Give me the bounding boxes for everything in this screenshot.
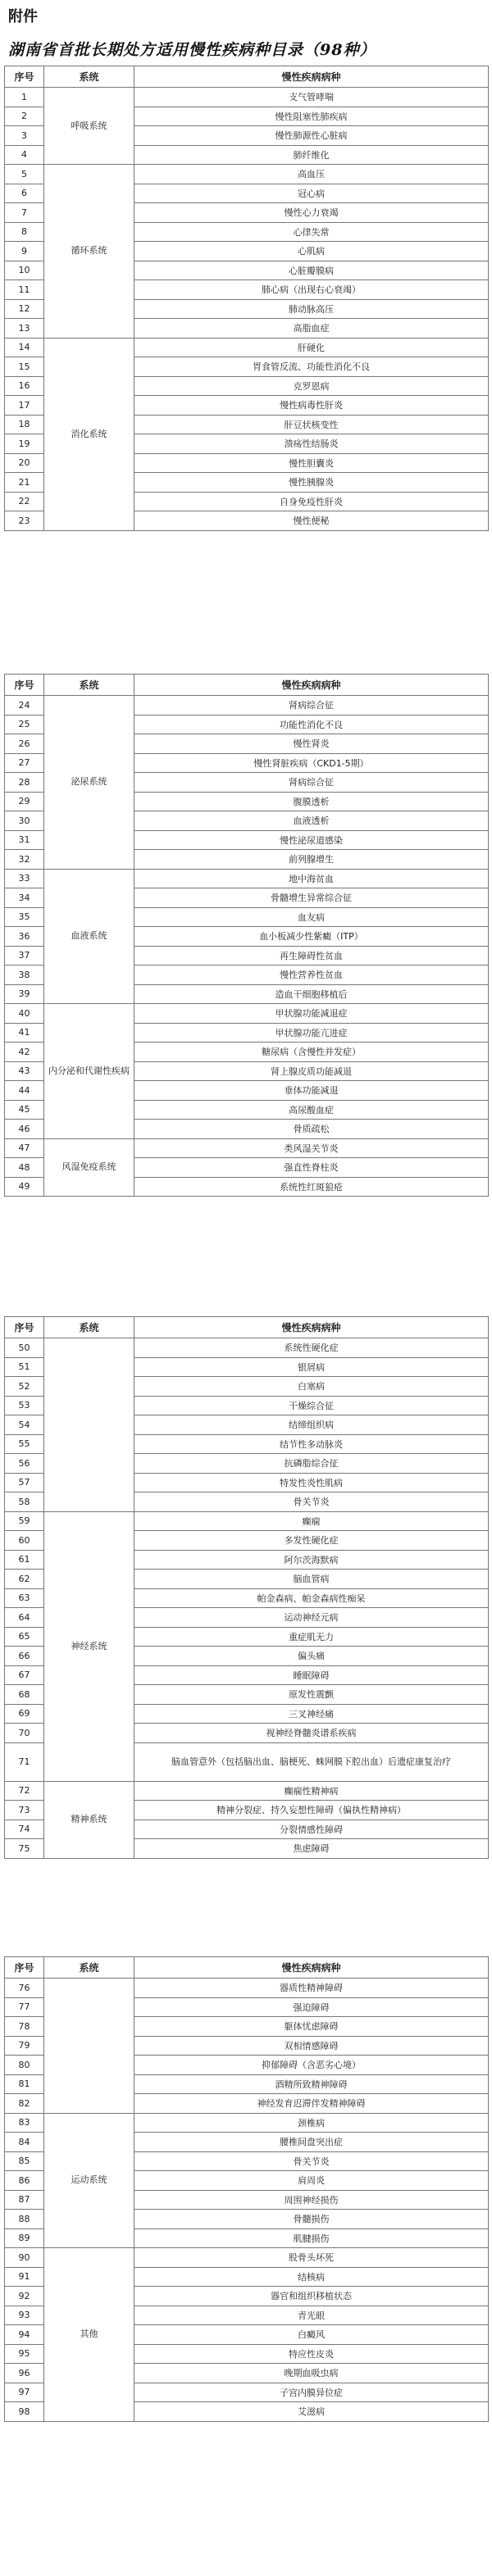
row-number: 24 [5,696,44,716]
table-header-row [5,66,489,88]
row-number: 40 [5,1004,44,1024]
row-number: 87 [5,2190,44,2210]
row-number: 28 [5,773,44,793]
system-name: 风湿免疫系统 [44,1138,134,1197]
row-number: 81 [5,2074,44,2094]
disease-name: 肌腱损伤 [134,2228,489,2248]
row-number: 64 [5,1608,44,1628]
system-name [44,1338,134,1512]
header-disease: 慢性疾病病种 [134,1317,489,1338]
table-row [5,869,489,888]
disease-name: 多发性硬化症 [134,1531,489,1551]
disease-name: 银屑病 [134,1357,489,1377]
row-number: 18 [5,415,44,434]
header-system: 系统 [44,1317,134,1338]
disease-name: 癫痫性精神病 [134,1781,489,1801]
row-number: 49 [5,1177,44,1197]
disease-name: 肾病综合征 [134,773,489,793]
disease-name: 结缔组织病 [134,1415,489,1435]
disease-name: 糖尿病（含慢性并发症） [134,1043,489,1062]
disease-name: 冠心病 [134,184,489,203]
disease-name: 肝豆状核变性 [134,415,489,434]
row-number: 65 [5,1627,44,1647]
disease-name: 神经发育迟滞伴发精神障碍 [134,2094,489,2114]
table-row [5,2113,489,2133]
row-number: 8 [5,222,44,242]
disease-name: 慢性心力衰竭 [134,203,489,223]
row-number: 16 [5,376,44,396]
table-row [5,1511,489,1531]
disease-name: 焦虑障碍 [134,1839,489,1859]
disease-name: 脑血管病 [134,1570,489,1589]
row-number: 72 [5,1781,44,1801]
disease-name: 脑血管意外（包括脑出血、脑梗死、蛛网膜下腔出血）后遗症康复治疗 [134,1742,489,1781]
row-number: 5 [5,165,44,184]
disease-name: 器质性精神障碍 [134,1979,489,1998]
header-disease: 慢性疾病病种 [134,675,489,696]
row-number: 30 [5,811,44,831]
row-number: 7 [5,203,44,223]
disease-name: 青光眼 [134,2306,489,2325]
table-row [5,1979,489,1998]
row-number: 93 [5,2306,44,2325]
disease-name: 帕金森病、帕金森病性痴呆 [134,1588,489,1608]
system-name: 血液系统 [44,869,134,1004]
row-number: 25 [5,715,44,734]
header-disease: 慢性疾病病种 [134,1957,489,1979]
disease-name: 干燥综合征 [134,1396,489,1415]
disease-name: 血小板减少性紫癜（ITP） [134,927,489,947]
table-row [5,338,489,357]
disease-name: 慢性肾炎 [134,734,489,754]
row-number: 92 [5,2287,44,2306]
row-number: 38 [5,965,44,985]
disease-name: 器官和组织移植状态 [134,2287,489,2306]
row-number: 62 [5,1570,44,1589]
row-number: 48 [5,1158,44,1178]
row-number: 66 [5,1647,44,1666]
row-number: 55 [5,1434,44,1454]
row-number: 23 [5,511,44,531]
disease-name: 周围神经损伤 [134,2190,489,2210]
header-system: 系统 [44,66,134,88]
disease-name: 酒精所致精神障碍 [134,2074,489,2094]
row-number: 35 [5,907,44,927]
row-number: 59 [5,1511,44,1531]
header-num: 序号 [5,1317,44,1338]
row-number: 96 [5,2364,44,2383]
table-header-row [5,1957,489,1979]
table-header-row [5,675,489,696]
disease-name: 慢性营养性贫血 [134,965,489,985]
disease-name: 再生障碍性贫血 [134,946,489,965]
disease-name: 运动神经元病 [134,1608,489,1628]
row-number: 15 [5,357,44,377]
row-number: 84 [5,2133,44,2152]
system-name [44,1979,134,2114]
disease-table-4 [4,1956,489,2422]
table-row [5,1338,489,1358]
disease-name: 骨髓损伤 [134,2210,489,2229]
disease-name: 肺纤维化 [134,145,489,165]
row-number: 85 [5,2151,44,2171]
table-row [5,88,489,107]
row-number: 45 [5,1100,44,1120]
row-number: 10 [5,261,44,280]
disease-name: 阿尔茨海默病 [134,1550,489,1570]
disease-name: 原发性震颤 [134,1685,489,1705]
row-number: 58 [5,1492,44,1512]
row-number: 73 [5,1801,44,1820]
disease-name: 慢性肾脏疾病（CKD1-5期） [134,753,489,773]
table-header-row [5,1317,489,1338]
disease-name: 骨关节炎 [134,2151,489,2171]
row-number: 94 [5,2325,44,2345]
row-number: 91 [5,2267,44,2287]
row-number: 9 [5,242,44,261]
row-number: 32 [5,850,44,870]
system-name: 其他 [44,2248,134,2422]
disease-name: 垂体功能减退 [134,1081,489,1101]
disease-name: 结核病 [134,2267,489,2287]
disease-name: 溃疡性结肠炎 [134,434,489,454]
table-row [5,165,489,184]
disease-name: 子宫内膜异位症 [134,2383,489,2402]
disease-name: 白塞病 [134,1377,489,1397]
disease-name: 慢性病毒性肝炎 [134,396,489,416]
system-name: 泌尿系统 [44,696,134,870]
disease-name: 睡眠障碍 [134,1665,489,1685]
disease-name: 胃食管反流、功能性消化不良 [134,357,489,377]
row-number: 34 [5,888,44,908]
disease-name: 心肌病 [134,242,489,261]
row-number: 31 [5,830,44,850]
row-number: 77 [5,1997,44,2017]
disease-name: 腹膜透析 [134,792,489,811]
header-disease: 慢性疾病病种 [134,66,489,88]
disease-name: 高脂血症 [134,319,489,338]
disease-name: 高血压 [134,165,489,184]
disease-name: 肾上腺皮质功能减退 [134,1061,489,1081]
row-number: 37 [5,946,44,965]
row-number: 44 [5,1081,44,1101]
header-num: 序号 [5,675,44,696]
disease-name: 系统性硬化症 [134,1338,489,1358]
row-number: 78 [5,2017,44,2037]
row-number: 79 [5,2036,44,2056]
row-number: 33 [5,869,44,888]
disease-name: 抑郁障碍（含恶劣心境） [134,2056,489,2075]
disease-name: 甲状腺功能亢进症 [134,1023,489,1043]
disease-name: 结节性多动脉炎 [134,1434,489,1454]
row-number: 27 [5,753,44,773]
header-system: 系统 [44,675,134,696]
disease-name: 慢性阻塞性肺疾病 [134,107,489,126]
row-number: 21 [5,473,44,493]
disease-name: 抗磷脂综合征 [134,1454,489,1474]
disease-name: 股骨头坏死 [134,2248,489,2268]
disease-name: 类风湿关节炎 [134,1138,489,1158]
disease-name: 白癜风 [134,2325,489,2345]
table-row [5,2248,489,2268]
row-number: 89 [5,2228,44,2248]
row-number: 11 [5,280,44,300]
row-number: 26 [5,734,44,754]
row-number: 36 [5,927,44,947]
disease-name: 慢性胆囊炎 [134,453,489,473]
row-number: 61 [5,1550,44,1570]
disease-name: 骨质疏松 [134,1120,489,1139]
header-num: 序号 [5,66,44,88]
row-number: 57 [5,1473,44,1492]
row-number: 80 [5,2056,44,2075]
disease-name: 自身免疫性肝炎 [134,492,489,511]
row-number: 51 [5,1357,44,1377]
row-number: 53 [5,1396,44,1415]
row-number: 19 [5,434,44,454]
table-row [5,1138,489,1158]
disease-name: 重症肌无力 [134,1627,489,1647]
disease-name: 慢性肺源性心脏病 [134,126,489,146]
row-number: 68 [5,1685,44,1705]
row-number: 71 [5,1742,44,1781]
row-number: 63 [5,1588,44,1608]
attachment-label: 附件 [8,8,38,25]
disease-name: 强迫障碍 [134,1997,489,2017]
row-number: 60 [5,1531,44,1551]
disease-name: 肺动脉高压 [134,299,489,319]
row-number: 29 [5,792,44,811]
row-number: 12 [5,299,44,319]
row-number: 20 [5,453,44,473]
disease-name: 血友病 [134,907,489,927]
disease-name: 颈椎病 [134,2113,489,2133]
row-number: 74 [5,1820,44,1839]
row-number: 76 [5,1979,44,1998]
row-number: 6 [5,184,44,203]
disease-table-3 [4,1316,489,1859]
row-number: 14 [5,338,44,357]
disease-name: 腰椎间盘突出症 [134,2133,489,2152]
table-row [5,1781,489,1801]
row-number: 75 [5,1839,44,1859]
row-number: 97 [5,2383,44,2402]
row-number: 83 [5,2113,44,2133]
disease-name: 三叉神经痛 [134,1704,489,1724]
disease-name: 心脏瓣膜病 [134,261,489,280]
row-number: 1 [5,88,44,107]
row-number: 13 [5,319,44,338]
disease-name: 支气管哮喘 [134,88,489,107]
row-number: 22 [5,492,44,511]
system-name: 呼吸系统 [44,88,134,165]
disease-name: 视神经脊髓炎谱系疾病 [134,1724,489,1743]
system-name: 循环系统 [44,165,134,338]
header-system: 系统 [44,1957,134,1979]
row-number: 56 [5,1454,44,1474]
row-number: 67 [5,1665,44,1685]
disease-name: 特发性炎性肌病 [134,1473,489,1492]
row-number: 4 [5,145,44,165]
disease-name: 癫痫 [134,1511,489,1531]
row-number: 52 [5,1377,44,1397]
table-row [5,1004,489,1024]
disease-name: 骨关节炎 [134,1492,489,1512]
page-title: 湖南省首批长期处方适用慢性疾病种目录（98种） [8,41,376,59]
row-number: 42 [5,1043,44,1062]
disease-name: 骨髓增生异常综合征 [134,888,489,908]
disease-name: 肝硬化 [134,338,489,357]
disease-name: 甲状腺功能减退症 [134,1004,489,1024]
system-name: 运动系统 [44,2113,134,2248]
row-number: 95 [5,2344,44,2364]
disease-name: 地中海贫血 [134,869,489,888]
row-number: 39 [5,984,44,1004]
table-row [5,696,489,716]
disease-name: 肾病综合征 [134,696,489,716]
disease-name: 躯体忧虑障碍 [134,2017,489,2037]
disease-name: 偏头痛 [134,1647,489,1666]
disease-name: 肩周炎 [134,2171,489,2191]
row-number: 86 [5,2171,44,2191]
row-number: 88 [5,2210,44,2229]
disease-name: 造血干细胞移植后 [134,984,489,1004]
row-number: 54 [5,1415,44,1435]
disease-name: 血液透析 [134,811,489,831]
disease-name: 特应性皮炎 [134,2344,489,2364]
disease-name: 慢性胰腺炎 [134,473,489,493]
disease-name: 双相情感障碍 [134,2036,489,2056]
row-number: 2 [5,107,44,126]
row-number: 82 [5,2094,44,2114]
system-name: 精神系统 [44,1781,134,1858]
disease-name: 强直性脊柱炎 [134,1158,489,1178]
row-number: 69 [5,1704,44,1724]
system-name: 消化系统 [44,338,134,530]
disease-name: 慢性泌尿道感染 [134,830,489,850]
row-number: 41 [5,1023,44,1043]
disease-name: 前列腺增生 [134,850,489,870]
system-name: 内分泌和代谢性疾病 [44,1004,134,1139]
disease-name: 高尿酸血症 [134,1100,489,1120]
row-number: 17 [5,396,44,416]
disease-name: 艾滋病 [134,2402,489,2422]
row-number: 90 [5,2248,44,2268]
row-number: 50 [5,1338,44,1358]
disease-name: 慢性便秘 [134,511,489,531]
disease-table-2 [4,674,489,1197]
row-number: 47 [5,1138,44,1158]
disease-name: 分裂情感性障碍 [134,1820,489,1839]
row-number: 98 [5,2402,44,2422]
disease-name: 晚期血吸虫病 [134,2364,489,2383]
row-number: 43 [5,1061,44,1081]
row-number: 3 [5,126,44,146]
disease-name: 功能性消化不良 [134,715,489,734]
header-num: 序号 [5,1957,44,1979]
disease-name: 心律失常 [134,222,489,242]
disease-table-1 [4,66,489,531]
disease-name: 克罗恩病 [134,376,489,396]
row-number: 46 [5,1120,44,1139]
row-number: 70 [5,1724,44,1743]
system-name: 神经系统 [44,1511,134,1781]
disease-name: 系统性红斑狼疮 [134,1177,489,1197]
disease-name: 精神分裂症、持久妄想性障碍（偏执性精神病） [134,1801,489,1820]
disease-name: 肺心病（出现右心衰竭） [134,280,489,300]
